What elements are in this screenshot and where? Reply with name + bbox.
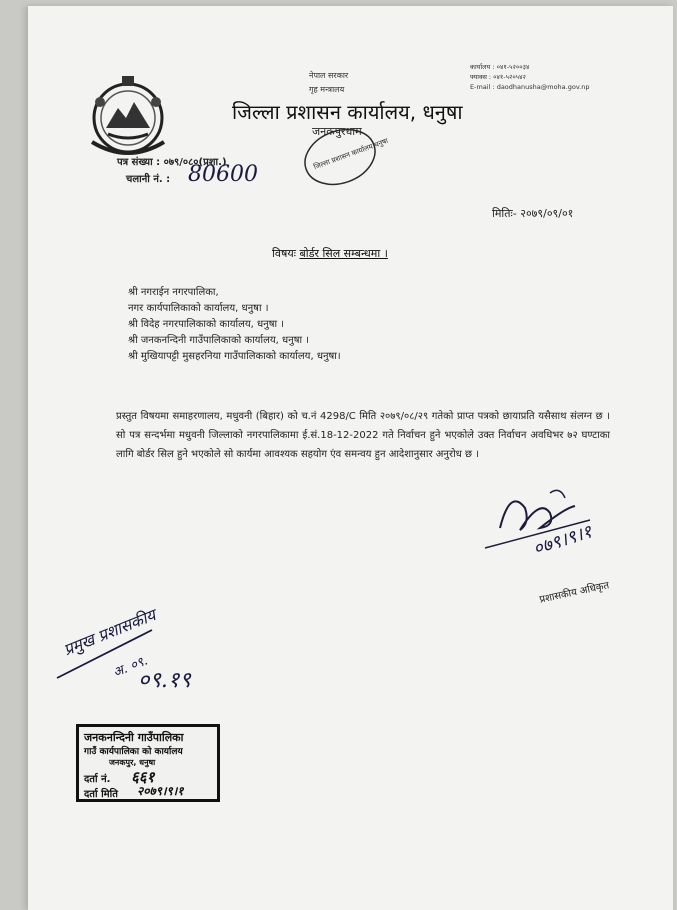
darta-miti-value: २०७९।९।१ [137, 784, 184, 798]
addressee-list [128, 285, 341, 365]
office-seal-text: जिल्ला प्रशासन कार्यालय धनुषा [312, 136, 390, 172]
handwritten-note-line-3: ०९.१९ [138, 668, 191, 693]
office-seal-stamp [300, 126, 390, 188]
stamp-line-2: गाउँ कार्यपालिका को कार्यालय [84, 747, 183, 757]
nepal-government-emblem-icon [78, 72, 178, 160]
contact-phone-2: फ्याक्स : ०४१-५२०५४२ [470, 73, 526, 81]
addressee-item: श्री मुखियापट्टी मुसहरनिया गाउँपालिकाको कार्यालय, धनुषा। [128, 351, 341, 362]
chalani-number-handwritten: 80600 [188, 162, 258, 187]
darta-no-value: ६६१ [131, 768, 155, 786]
handwritten-note-line-2: अ. ०९. [111, 653, 150, 681]
subject-line [272, 246, 388, 261]
patra-sankhya: पत्र संख्या : ०७९/०८०(प्रशा.) [117, 157, 227, 168]
letter-date: मितिः- २०७९/०९/०१ [492, 207, 574, 220]
addressee-item: श्री नगराईन नगरपालिका, [128, 287, 219, 298]
stamp-line-1: जनकनन्दिनी गाउँपालिका [84, 731, 184, 744]
addressee-item: नगर कार्यपालिकाको कार्यालय, धनुषा । [128, 303, 269, 314]
subject-text: बोर्डर सिल सम्बन्धमा । [299, 247, 388, 260]
addressee-item: श्री विदेह नगरपालिकाको कार्यालय, धनुषा । [128, 319, 285, 330]
addressee-item: श्री जनकनन्दिनी गाउँपालिकाको कार्यालय, धनुषा । [128, 335, 310, 346]
gov-line-1: नेपाल सरकार [309, 71, 349, 80]
office-title: जिल्ला प्रशासन कार्यालय, धनुषा [232, 100, 463, 124]
darta-miti-label: दर्ता मिति [84, 789, 118, 800]
contact-phone-1: कार्यालय : ०४१-५२००३४ [470, 63, 530, 71]
letter-body: प्रस्तुत विषयमा समाहरणालय, मधुवनी (बिहार) को च.नं 4298/C मिति २०७९/०८/२९ गतेको प्राप्त पत्रको छायाप्रति यसैसाथ संलग्न छ । सो पत्र सन्दर्भमा मधुवनी जिल्लाको नगरपालिकामा ई.सं.18-12-2022 गते निर्वाचन हुने भएकोले उक्त निर्वाचन अवधिभर ७२ घण्टाका लागि बोर्डर सिल हुने भएकोले सो कार्यमा आवश्यक सहयोग एंव समन्वय हुन आदेशानुसार अनुरोध छ । [116, 411, 610, 460]
handwritten-note-line-1: प्रमुख प्रशासकीय [60, 605, 159, 660]
contact-email: E-mail : daodhanusha@moha.gov.np [470, 83, 590, 91]
subject-label: विषयः [272, 247, 296, 260]
signatory-designation: प्रशासकीय अधिकृत [538, 580, 611, 606]
office-location: जनकपुरधाम [312, 125, 362, 138]
chalani-label: चलानी नं. : [126, 174, 171, 185]
received-stamp [76, 724, 220, 802]
gov-line-2: गृह मन्त्रालय [309, 85, 345, 94]
darta-no-label: दर्ता नं. [84, 774, 111, 785]
handwritten-underline [52, 620, 162, 680]
signature-handwritten-date: ०७९।९।१ [530, 521, 595, 560]
stamp-line-3: जनकपुर, धनुषा [109, 758, 156, 767]
